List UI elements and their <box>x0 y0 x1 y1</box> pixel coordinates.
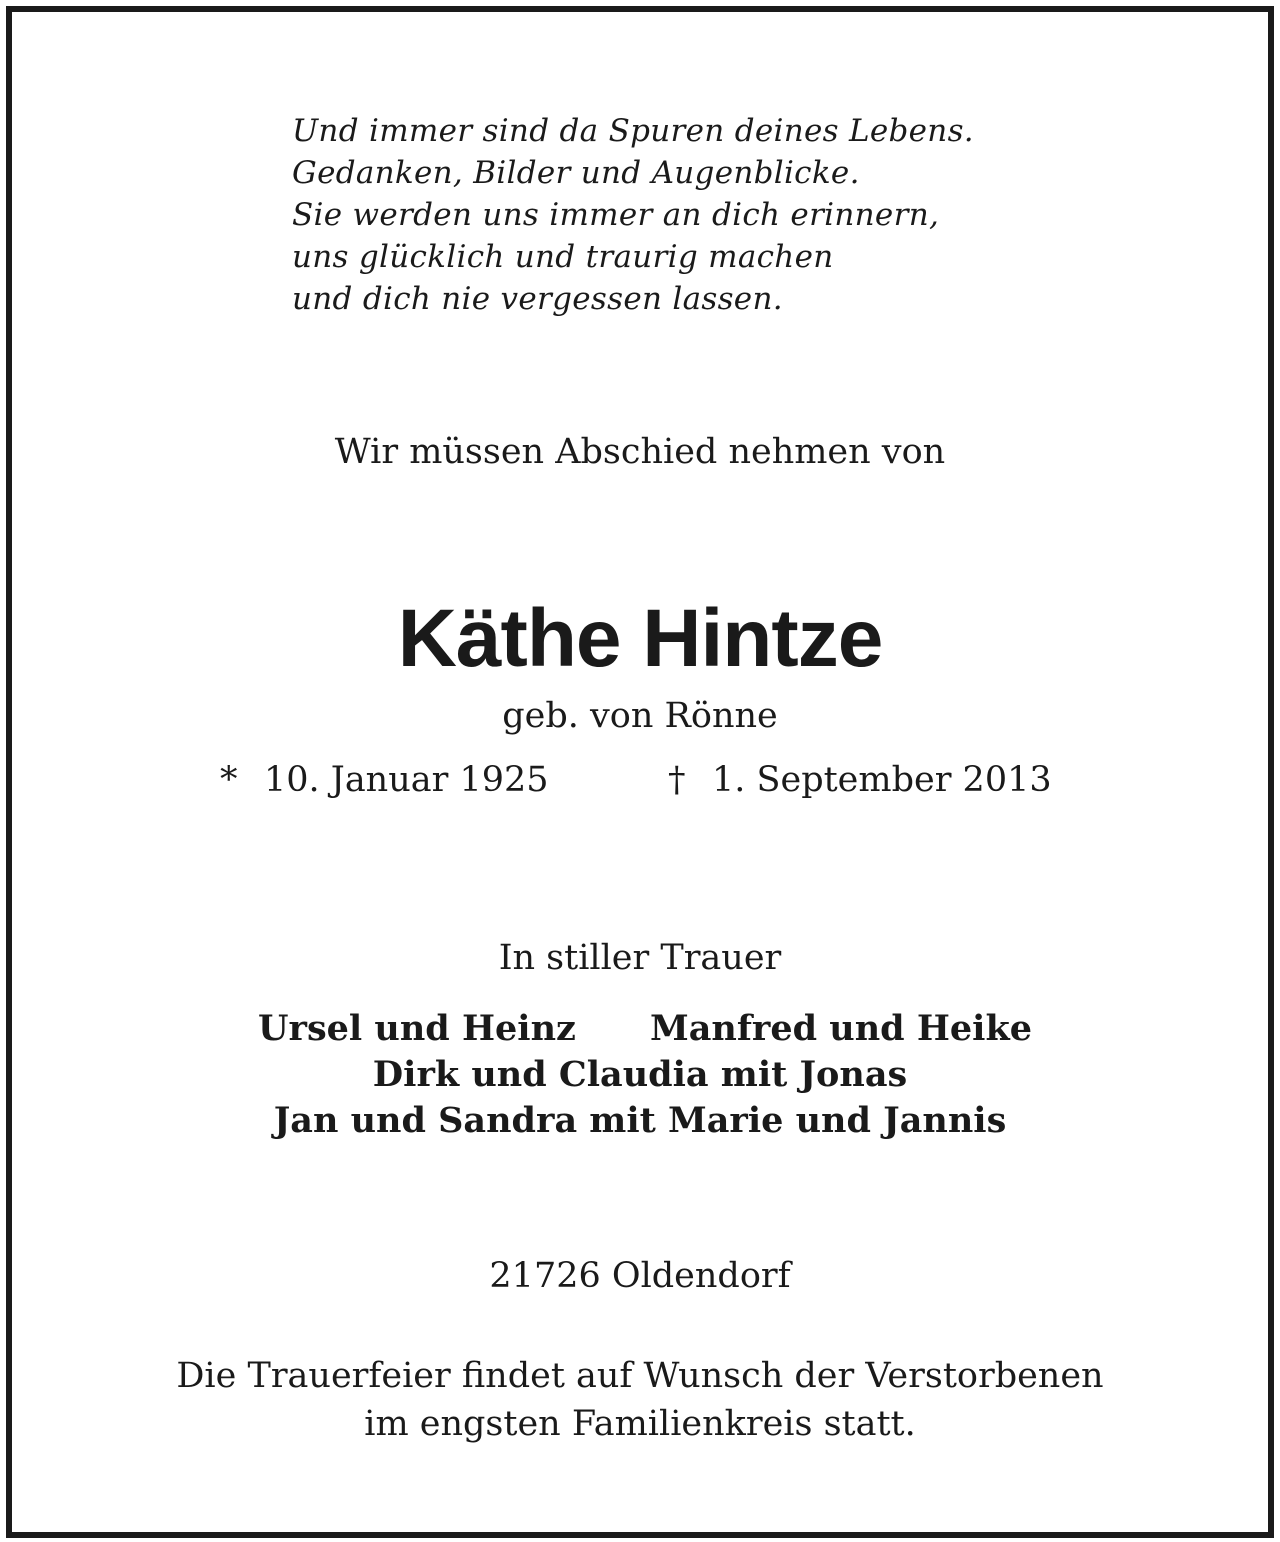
poem-line: und dich nie vergessen lassen. <box>292 281 783 317</box>
obituary-frame <box>6 6 1274 1538</box>
farewell-intro: Wir müssen Abschied nehmen von <box>334 432 946 472</box>
ceremony-note-line: Die Trauerfeier findet auf Wunsch der Verstorbenen <box>176 1356 1104 1396</box>
birth-date: 10. Januar 1925 <box>264 760 549 800</box>
birth-symbol: * <box>220 760 238 800</box>
family-line: Dirk und Claudia mit Jonas <box>372 1054 908 1095</box>
poem-line: uns glücklich und traurig machen <box>292 239 834 275</box>
poem-line: Gedanken, Bilder und Augenblicke. <box>292 155 860 191</box>
place: 21726 Oldendorf <box>489 1256 791 1296</box>
deceased-name: Käthe Hintze <box>397 593 883 684</box>
family-member-group: Ursel und Heinz <box>258 1008 576 1049</box>
poem-line: Und immer sind da Spuren deines Lebens. <box>292 113 974 149</box>
poem-line: Sie werden uns immer an dich erinnern, <box>292 197 940 233</box>
ceremony-note-line: im engsten Familienkreis statt. <box>364 1404 916 1444</box>
memorial-poem <box>292 110 974 320</box>
maiden-name: geb. von Rönne <box>502 696 778 736</box>
death-symbol: † <box>668 760 686 800</box>
death-date: 1. September 2013 <box>712 760 1052 800</box>
mourning-label: In stiller Trauer <box>498 938 782 978</box>
family-line: Jan und Sandra mit Marie und Jannis <box>273 1100 1007 1141</box>
family-member-group: Manfred und Heike <box>650 1008 1032 1049</box>
